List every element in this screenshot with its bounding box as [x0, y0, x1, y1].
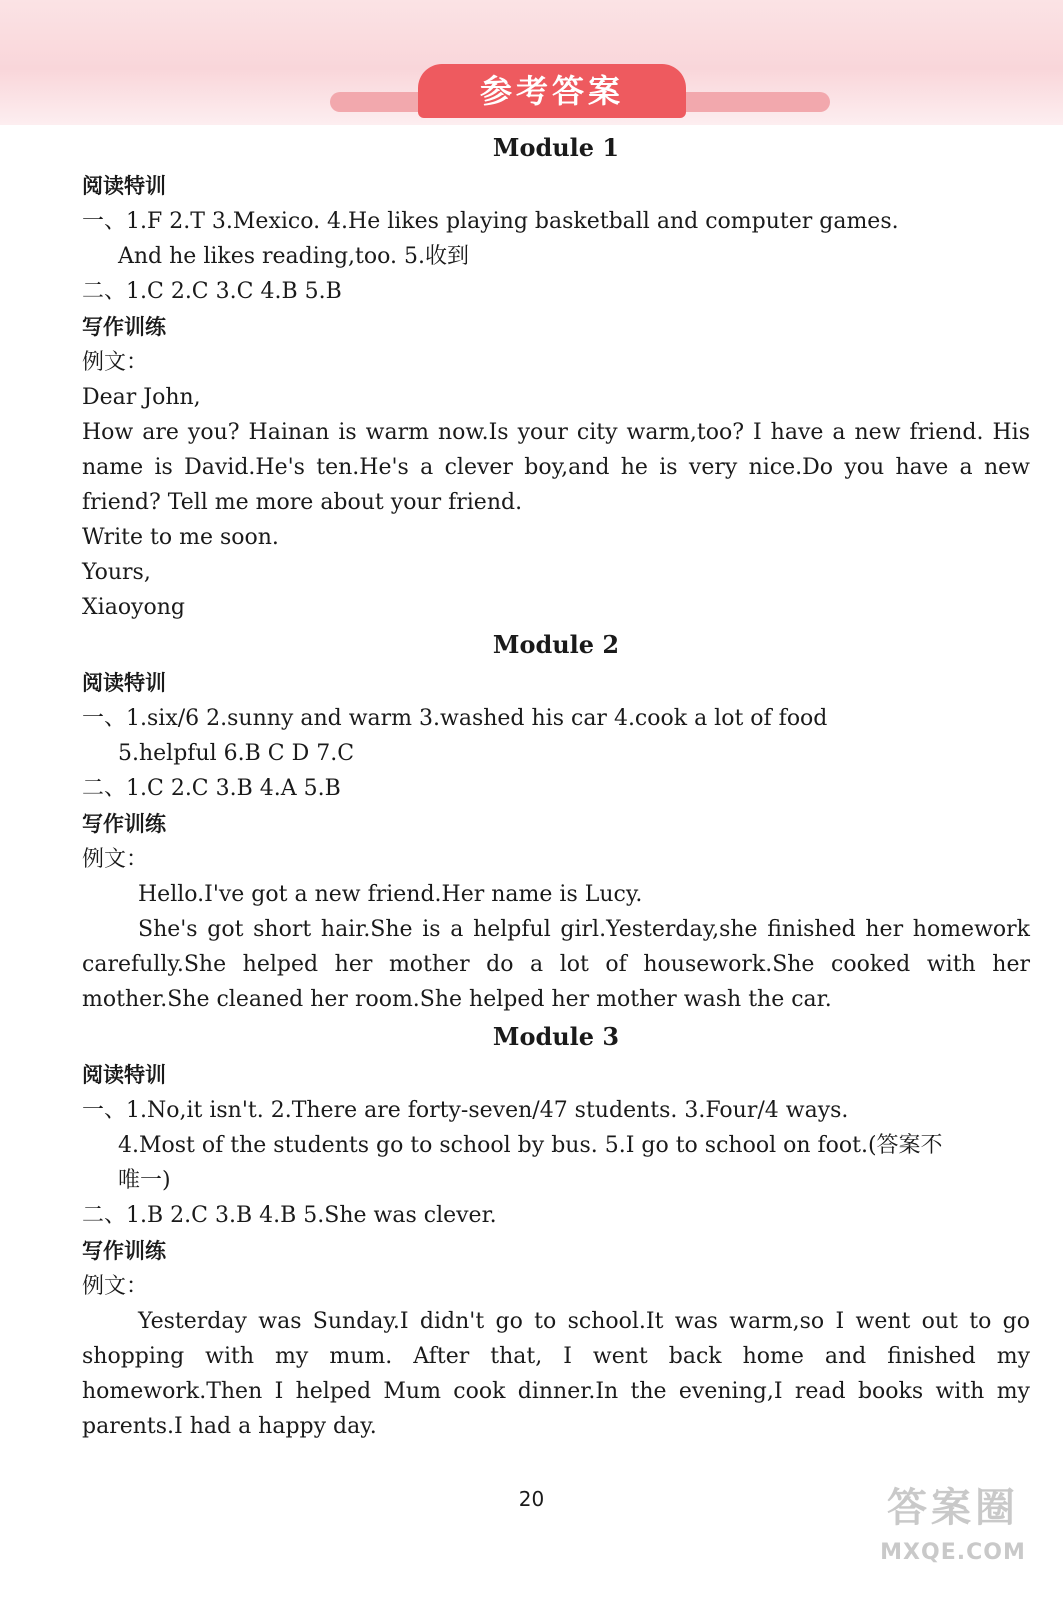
- letter-signature: Xiaoyong: [82, 595, 185, 620]
- page-number: 20: [518, 1487, 545, 1511]
- module-3-essay-para: Yesterday was Sunday.I didn't go to school.It was warm,so I went out to go shopping with my mum. After that, I went back home and finished my homework.Then I helped Mum cook dinner.In the evening,I read books with my parents.I had a happy day.: [82, 1309, 1030, 1439]
- letter-closing: Write to me soon.: [82, 525, 279, 550]
- watermark-text: 答案圈: [887, 1485, 1019, 1531]
- letter-greeting: Dear John,: [82, 385, 201, 410]
- module-3-example-label: 例文：: [82, 1274, 149, 1299]
- module-2-essay-para-2: She's got short hair.She is a helpful girl.Yesterday,she finished her homework carefully.She helped her mother do a lot of housework.She cooked with her mother.She cleaned her room.She helped her mother wash the car.: [82, 917, 1030, 1012]
- module-2-answer-line: 5.helpful 6.B C D 7.C: [118, 741, 355, 766]
- watermark: [868, 1478, 1038, 1588]
- module-2-title: Module 2: [492, 630, 620, 659]
- module-2-answer-line: 二、1.C 2.C 3.B 4.A 5.B: [82, 776, 341, 801]
- module-3-answer-line: 一、1.No,it isn't. 2.There are forty-seven/47 students. 3.Four/4 ways.: [82, 1098, 849, 1123]
- watermark-url: MXQE.COM: [880, 1540, 1026, 1565]
- module-3-answer-line: 4.Most of the students go to school by bus. 5.I go to school on foot.(答案不: [118, 1133, 943, 1158]
- module-2-reading-label: 阅读特训: [82, 671, 166, 695]
- module-2-example-label: 例文：: [82, 847, 149, 872]
- module-2-answer-line: 一、1.six/6 2.sunny and warm 3.washed his car 4.cook a lot of food: [82, 706, 828, 731]
- module-1-reading-label: 阅读特训: [82, 174, 166, 198]
- module-2-essay-para-1: Hello.I've got a new friend.Her name is Lucy.: [138, 882, 643, 907]
- letter-body: How are you? Hainan is warm now.Is your city warm,too? I have a new friend. His name is David.He's ten.He's a clever boy,and he is very nice.Do you have a new friend? Tell me more about your friend.: [82, 420, 1030, 515]
- module-1-answer-line: 二、1.C 2.C 3.C 4.B 5.B: [82, 279, 342, 304]
- letter-sign-off: Yours,: [82, 560, 151, 585]
- module-3-writing-label: 写作训练: [82, 1239, 166, 1263]
- module-1-title: Module 1: [492, 133, 620, 162]
- header-banner: [0, 0, 1063, 125]
- module-3-title: Module 3: [492, 1022, 620, 1051]
- module-3-answer-line: 唯一): [118, 1168, 171, 1193]
- module-1-answer-line: 一、1.F 2.T 3.Mexico. 4.He likes playing basketball and computer games.: [82, 209, 899, 234]
- module-1-writing-label: 写作训练: [82, 315, 166, 339]
- page-title: 参考答案: [418, 64, 686, 118]
- answer-content: [82, 128, 1030, 1444]
- module-1-example-label: 例文：: [82, 350, 149, 375]
- module-2-writing-label: 写作训练: [82, 812, 166, 836]
- module-1-answer-line: And he likes reading,too. 5.收到: [118, 244, 469, 269]
- module-3-reading-label: 阅读特训: [82, 1063, 166, 1087]
- module-3-answer-line: 二、1.B 2.C 3.B 4.B 5.She was clever.: [82, 1203, 497, 1228]
